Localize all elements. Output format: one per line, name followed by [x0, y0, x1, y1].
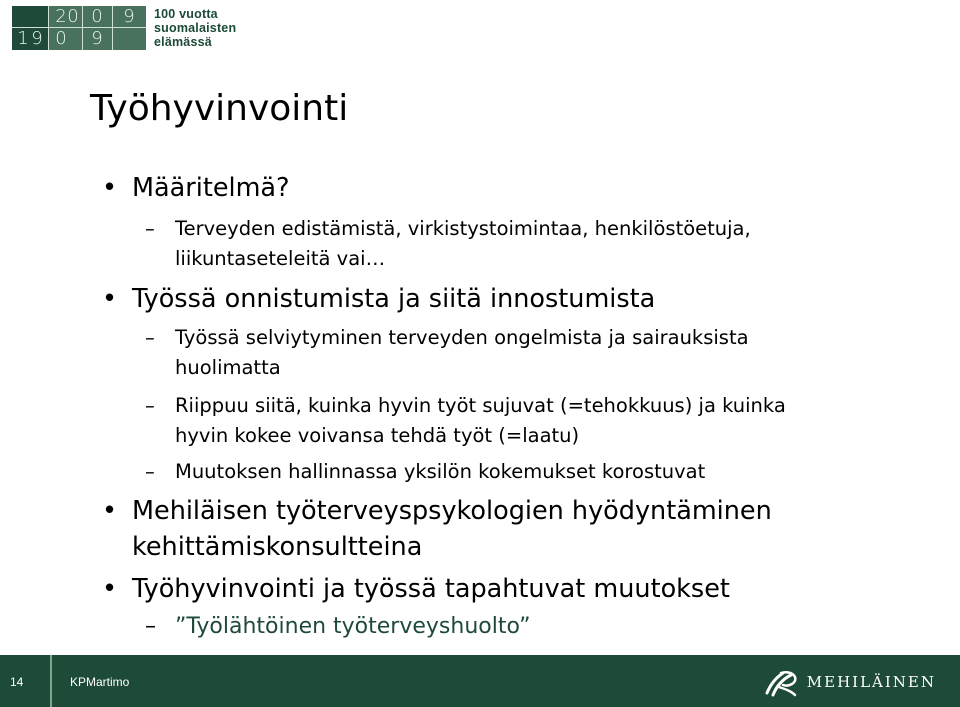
sub-bullet-item: [145, 612, 935, 642]
sub-bullet-dash: –: [145, 394, 155, 417]
sub-bullet-dash: –: [145, 326, 155, 349]
logo-digit: 0: [91, 6, 103, 27]
sub-bullet-text: ”Työlähtöinen työterveyshuolto”: [175, 614, 531, 639]
sub-bullet-text: Muutoksen hallinnassa yksilön kokemukset korostuvat: [175, 460, 706, 483]
slide-title: Työhyvinvointi: [90, 88, 349, 129]
sub-bullet-item: [145, 214, 935, 244]
logo-digit: 9: [123, 6, 135, 27]
page-number: 14: [10, 675, 24, 689]
bullet-text: Työhyvinvointi ja työssä tapahtuvat muutokset: [132, 574, 730, 604]
sub-bullet-dash: –: [145, 460, 155, 483]
sub-bullet-item: [145, 323, 935, 353]
sub-bullet-text: Riippuu siitä, kuinka hyvin työt sujuvat (=tehokkuus) ja kuinka: [175, 394, 786, 417]
logo-digit: 9: [91, 28, 103, 49]
sub-bullet-text: Terveyden edistämistä, virkistystoimintaa, henkilöstöetuja,: [175, 217, 751, 240]
bullet-dot: •: [102, 496, 118, 526]
brand-logo: [763, 667, 936, 697]
mehilainen-swirl-icon: [763, 667, 799, 697]
sub-bullet-text: hyvin kokee voivansa tehdä työt (=laatu): [175, 424, 580, 447]
bullet-item: [102, 172, 932, 204]
footer-bar: [0, 655, 960, 707]
sub-bullet-text: huolimatta: [175, 356, 281, 379]
bullet-dot: •: [102, 574, 118, 604]
logo-digit: 1: [17, 28, 29, 49]
bullet-text: Työssä onnistumista ja siitä innostumista: [132, 284, 656, 314]
logo-digit: 9: [31, 28, 43, 49]
author-label: KPMartimo: [70, 675, 130, 689]
bullet-text: Määritelmä?: [132, 173, 290, 203]
footer-divider: [50, 655, 52, 707]
bullet-dot: •: [102, 173, 118, 203]
logo-digit: 2: [55, 6, 67, 27]
sub-bullet-text: liikuntaseteleitä vai…: [175, 247, 386, 270]
brand-name: MEHILÄINEN: [806, 673, 936, 691]
bullet-continuation: [132, 531, 932, 563]
sub-bullet-dash: –: [145, 614, 156, 639]
sub-bullet-item: [145, 457, 935, 487]
sub-bullet-dash: –: [145, 217, 155, 240]
logo-caption-line: 100 vuotta: [154, 7, 218, 21]
logo-caption-line: suomalaisten: [154, 21, 237, 35]
bullet-item: [102, 283, 932, 315]
logo-digit: 0: [55, 28, 67, 49]
sub-bullet-item: [145, 391, 935, 421]
bullet-text: Mehiläisen työterveyspsykologien hyödyntäminen: [132, 496, 772, 526]
logo-caption-line: elämässä: [154, 35, 212, 49]
sub-bullet-continuation: [175, 353, 935, 383]
bullet-item: [102, 495, 932, 527]
sub-bullet-continuation: [175, 244, 935, 274]
sub-bullet-continuation: [175, 421, 935, 451]
logo-digit: 0: [67, 6, 79, 27]
bullet-text: kehittämiskonsultteina: [132, 532, 423, 562]
sub-bullet-text: Työssä selviytyminen terveyden ongelmista ja sairauksista: [175, 326, 749, 349]
bullet-dot: •: [102, 284, 118, 314]
bullet-item: [102, 573, 932, 605]
